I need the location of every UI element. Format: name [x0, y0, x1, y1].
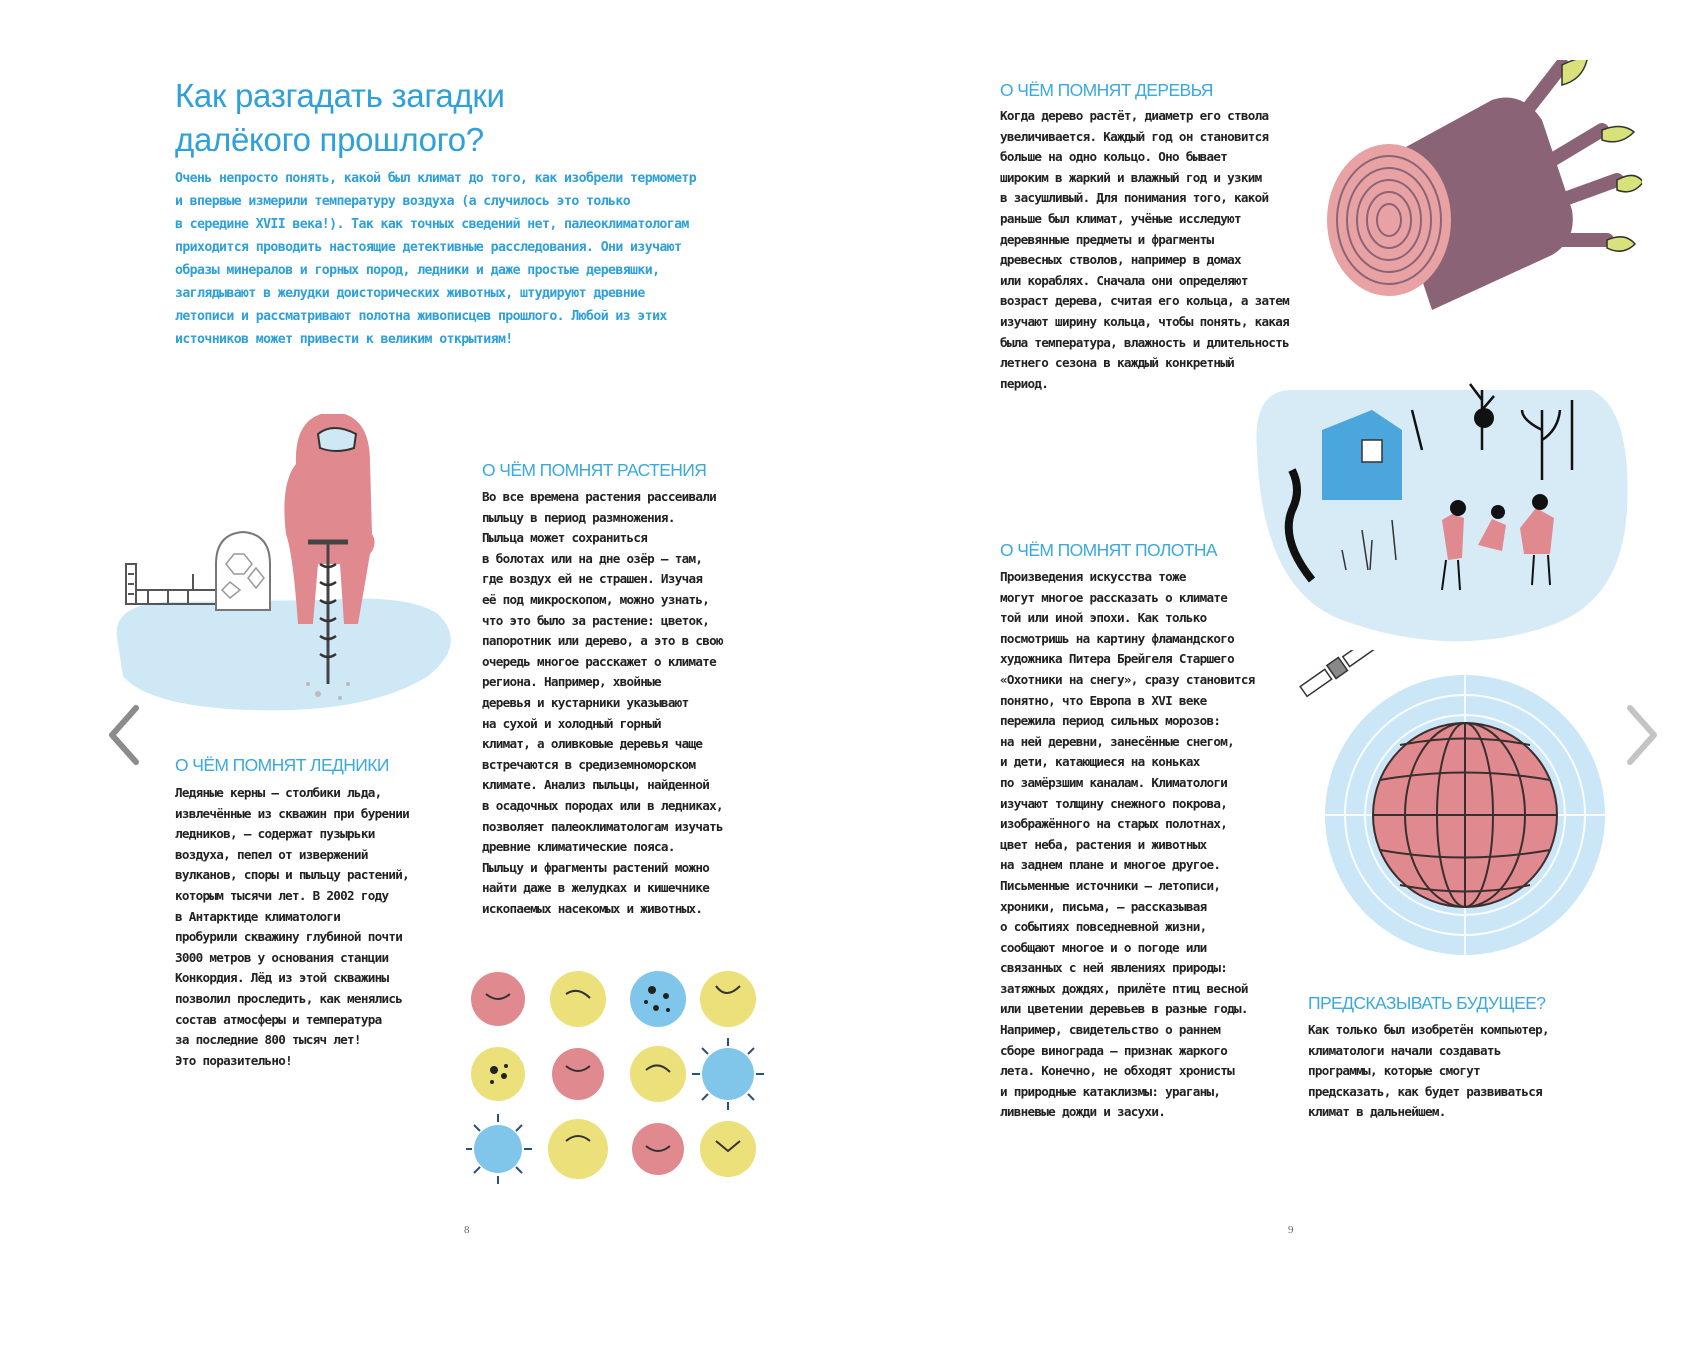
title-line-1: Как разгадать загадки [175, 77, 505, 114]
page-title [175, 74, 775, 162]
plants-text: Во все времена растения рассеивали пыльцу в период размножения. Пыльца может сохраниться в болотах или на дне озёр — там, где воздух ей не страшен. Изучая её под микроскопом, можно узнать, что это было за растение: цветок, папоротник или дерево, а это в свою очередь многое расскажет о климате региона. Например, хвойные деревья и кустарники указывают на сухой и холодный горный климат, а оливковые деревья чаще встречаются в средиземноморском климате. Анализ пыльцы, найденной в осадочных породах или в ледниках, позволяет палеоклиматологам изучать древние климатические пояса. Пыльцу и фрагменты растений можно найти даже в желудках и кишечнике ископаемых насекомых и животных. [482, 489, 723, 916]
trees-heading: О ЧЁМ ПОМНЯТ ДЕРЕВЬЯ [1000, 80, 1213, 100]
glaciers-text: Ледяные керны — столбики льда, извлечённые из скважин при бурении ледников, — содержат пузырьки воздуха, пепел от извержений вулканов, споры и пыльцу растений, которым тысячи лет. В 2002 году в Антарктиде климатологи пробурили скважину глубиной почти 3000 метров у основания станции Конкордия. Лёд из этой скважины позволил проследить, как менялись состав атмосферы и температура за последние 800 тысяч лет! Это поразительно! [175, 785, 409, 1068]
tree-log-illustration [1322, 60, 1642, 310]
future-heading: ПРЕДСКАЗЫВАТЬ БУДУЩЕЕ? [1308, 993, 1546, 1013]
trees-text: Когда дерево растёт, диаметр его ствола увеличивается. Каждый год он становится больше на одно кольцо. Оно бывает широким в жаркий и влажный год и узким в засушливый. Для понимания того, какой раньше был климат, учёные исследуют деревянные предметы и фрагменты древесных стволов, например в домах или кораблях. Сначала они определяют возраст дерева, считая его кольца, а затем изучают ширину кольца, чтобы понять, какая была температура, влажность и длительность летнего сезона в каждый конкретный период. [1000, 108, 1290, 391]
globe-satellite-illustration [1290, 650, 1610, 970]
prev-page-button[interactable] [104, 700, 144, 770]
paintings-text: Произведения искусства тоже могут многое рассказать о климате той или иной эпохи. Как только посмотришь на картину фламандского художника Питера Брейгеля Старшего «Охотники на снегу», сразу становится понятно, что Европа в XVI веке пережила период сильных морозов: на ней деревни, занесённые снегом, и дети, катающиеся на коньках по замёрзшим каналам. Климатологи изучают толщину снежного покрова, изображённого на старых полотнах, цвет неба, растения и животных на заднем плане и многое другое. Письменные источники — летописи, хроники, письма, — рассказывая о событиях повседневной жизни, сообщают многое и о погоде или связанных с ней явлениях природы: затяжных дождях, прилёте птиц весной или цветении деревьев в разные годы. Например, свидетельство о раннем сборе винограда — признак жаркого лета. Конечно, не обходят хронисты и природные катаклизмы: ураганы, ливневые дожди и засухи. [1000, 569, 1255, 1120]
winter-scene-illustration [1252, 370, 1632, 650]
paintings-heading: О ЧЁМ ПОМНЯТ ПОЛОТНА [1000, 540, 1217, 560]
page-number-left: 8 [464, 1224, 470, 1236]
future-text: Как только был изобретён компьютер, климатологи начали создавать программы, которые смогут предсказать, как будет развиваться климат в дальнейшем. [1308, 1022, 1549, 1120]
ice-drilling-illustration [108, 414, 468, 724]
page-number-right: 9 [1288, 1224, 1294, 1236]
intro-paragraph: Очень непросто понять, какой был климат до того, как изобрели термометр и впервые измерили температуру воздуха (а случилось это только в середине XVII века!). Так как точных сведений нет, палеоклиматологам приходится проводить настоящие детективные расследования. Они изучают образы минералов и горных пород, ледники и даже простые деревяшки, заглядывают в желудки доисторических животных, штудируют древние летописи и рассматривают полотна живописцев прошлого. Любой из этих источников может привести к великим открытиям! [175, 171, 697, 347]
pollen-grains-illustration [466, 966, 766, 1186]
chevron-left-icon [104, 700, 144, 770]
chevron-right-icon [1622, 700, 1662, 770]
plants-heading: О ЧЁМ ПОМНЯТ РАСТЕНИЯ [482, 460, 707, 480]
next-page-button[interactable] [1622, 700, 1662, 770]
title-line-2: далёкого прошлого? [175, 121, 484, 158]
glaciers-heading: О ЧЁМ ПОМНЯТ ЛЕДНИКИ [175, 755, 389, 775]
